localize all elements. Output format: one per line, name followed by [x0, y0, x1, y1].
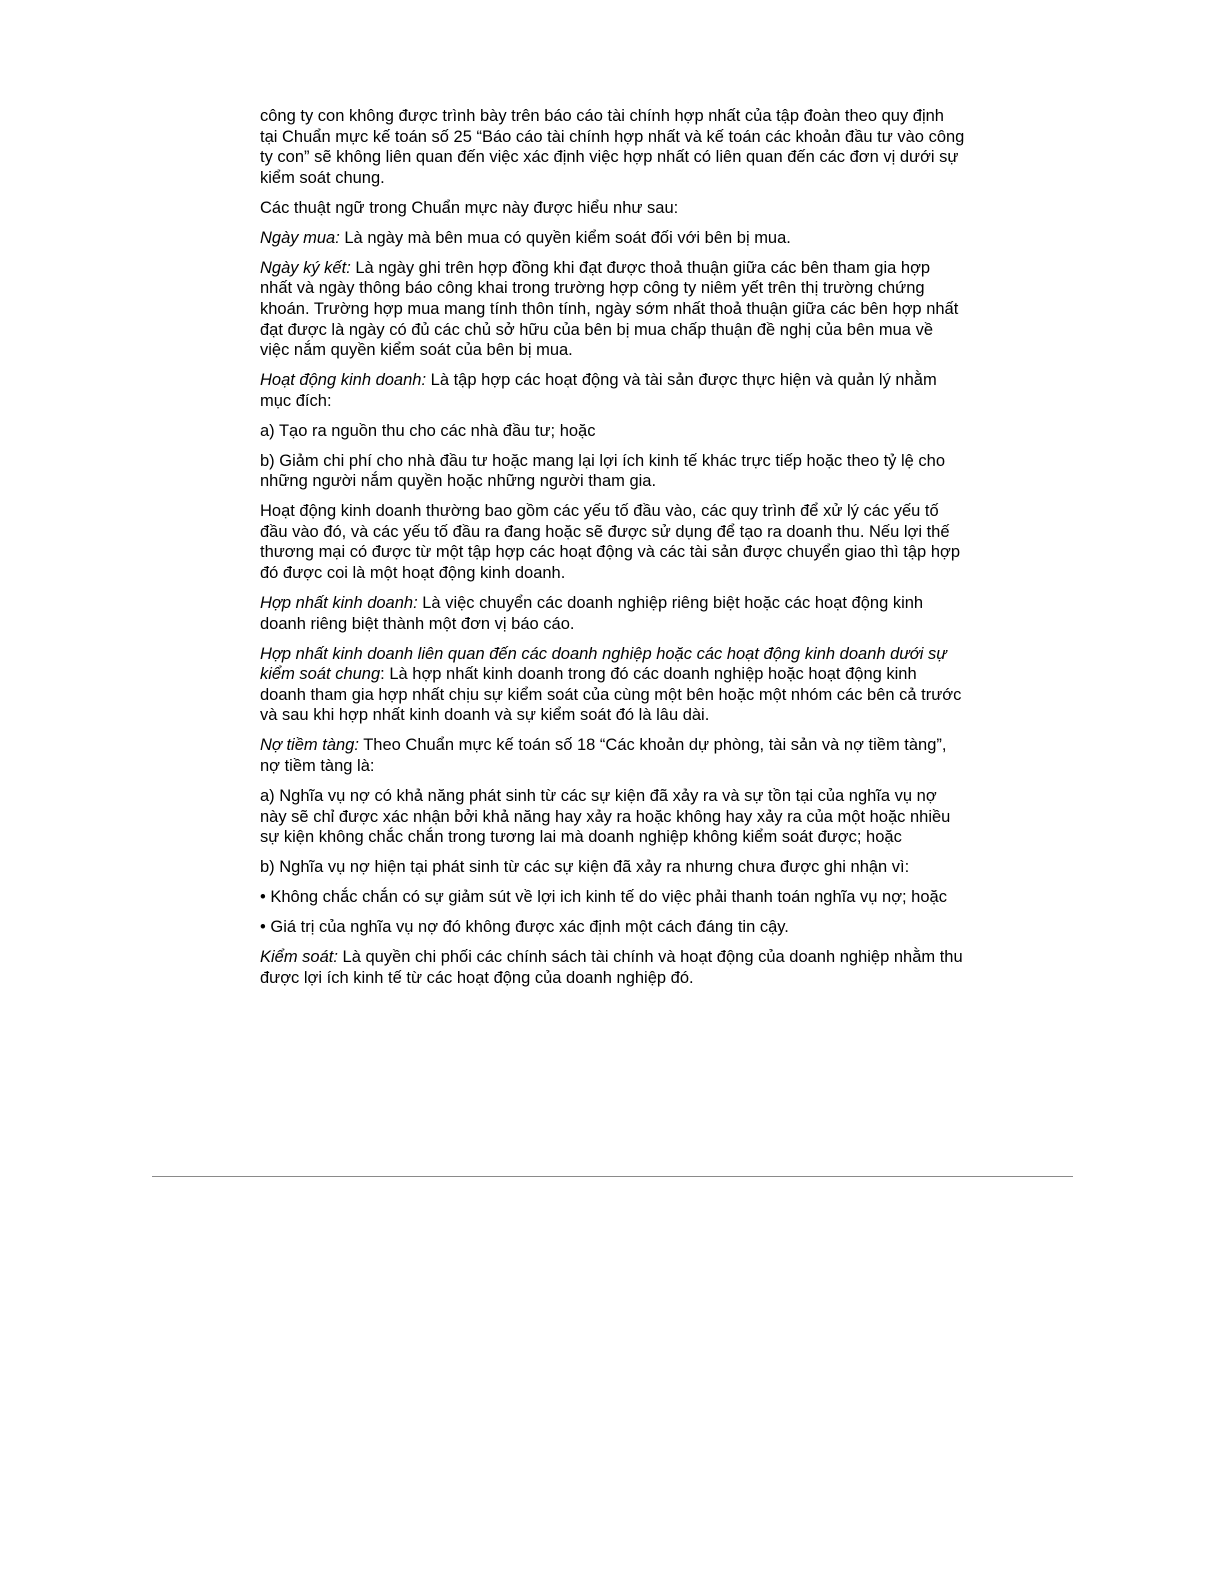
defined-term: Ngày mua: — [260, 228, 340, 247]
defined-term: Ngày ký kết: — [260, 258, 351, 277]
definition-ngay-ky-ket — [260, 258, 965, 361]
definition-hoat-dong-kinh-doanh — [260, 370, 965, 411]
paragraph-text: • Giá trị của nghĩa vụ nợ đó không được xác định một cách đáng tin cậy. — [260, 918, 789, 937]
defined-term: Kiểm soát: — [260, 948, 338, 967]
definition-ngay-mua — [260, 228, 965, 249]
defined-term: Hoạt động kinh doanh: — [260, 371, 427, 390]
defined-term: Hợp nhất kinh doanh: — [260, 594, 418, 612]
paragraph-text: a) Tạo ra nguồn thu cho các nhà đầu tư; hoặc — [260, 421, 596, 440]
document-body — [260, 106, 965, 998]
definition-text: : Là hợp nhất kinh doanh trong đó các doanh nghiệp hoặc hoạt động kinh doanh tham gia hợp nhất chịu sự kiểm soát của cùng một bên hoặc một nhóm các bên cả trước và sau khi hợp nhất kinh doanh và sự kiểm soát đó là lâu dài. — [260, 665, 962, 725]
definition-no-tiem-tang — [260, 735, 965, 776]
list-item-b — [260, 451, 965, 492]
definition-common-control — [260, 644, 965, 726]
definition-text: Là tập hợp các hoạt động và tài sản được thực hiện và quản lý nhằm mục đích: — [260, 371, 937, 410]
paragraph-text: Hoạt động kinh doanh thường bao gồm các yếu tố đầu vào, các quy trình để xử lý các yếu tố đầu vào đó, và các yếu tố đầu ra đang hoặc sẽ được sử dụng để tạo ra doanh thu. Nếu lợi thế thương mại có được từ một tập hợp các hoạt động và các tài sản được chuyển giao thì tập hợp đó được coi là một hoạt động kinh doanh. — [260, 502, 960, 583]
bullet-item — [260, 917, 965, 938]
paragraph-text: Các thuật ngữ trong Chuẩn mực này được hiểu như sau: — [260, 198, 679, 217]
paragraph-text: b) Giảm chi phí cho nhà đầu tư hoặc mang lại lợi ích kinh tế khác trực tiếp hoặc theo tỷ lệ cho những người nắm quyền hoặc những người tham gia. — [260, 451, 946, 491]
definition-text: Là việc chuyển các doanh nghiệp riêng biệt hoặc các hoạt động kinh doanh riêng biệt thành một đơn vị báo cáo. — [260, 594, 924, 633]
paragraph-intro-continuation — [260, 106, 965, 188]
footer-divider — [152, 1176, 1073, 1177]
definition-hop-nhat-kinh-doanh — [260, 593, 965, 634]
paragraph-text: công ty con không được trình bày trên báo cáo tài chính hợp nhất của tập đoàn theo quy định tại Chuẩn mực kế toán số 25 “Báo cáo tài chính hợp nhất và kế toán các khoản đầu tư vào công ty con” sẽ không liên quan đến việc xác định việc hợp nhất có liên quan đến các đơn vị dưới sự kiểm soát chung. — [260, 107, 965, 187]
paragraph-text: • Không chắc chắn có sự giảm sút về lợi ich kinh tế do việc phải thanh toán nghĩa vụ nợ; hoặc — [260, 888, 947, 907]
list-item-b — [260, 857, 965, 878]
bullet-item — [260, 887, 965, 908]
paragraph-text: a) Nghĩa vụ nợ có khả năng phát sinh từ các sự kiện đã xảy ra và sự tồn tại của nghĩa vụ nợ này sẽ chỉ được xác nhận bởi khả năng hay xảy ra hoặc không hay xảy ra của một hoặc nhiều sự kiện không chắc chắn trong tương lai mà doanh nghiệp không kiểm soát được; hoặc — [260, 786, 951, 847]
list-item-a — [260, 786, 965, 848]
definition-text: Là quyền chi phối các chính sách tài chính và hoạt động của doanh nghiệp nhằm thu được lợi ích kinh tế từ các hoạt động của doanh nghiệp đó. — [260, 948, 963, 987]
defined-term: Hợp nhất kinh doanh liên quan đến các doanh nghiệp hoặc các hoạt động kinh doanh dưới sự kiểm soát chung — [260, 644, 947, 684]
paragraph-terms-intro — [260, 198, 965, 219]
definition-text: Là ngày ghi trên hợp đồng khi đạt được thoả thuận giữa các bên tham gia hợp nhất và ngày thông báo công khai trong trường hợp công ty niêm yết trên thị trường chứng khoán. Trường hợp mua mang tính thôn tính, ngày sớm nhất thoả thuận giữa các bên hợp nhất đạt được là ngày có đủ các chủ sở hữu của bên bị mua chấp thuận đề nghị của bên mua về việc nắm quyền kiểm soát của bên bị mua. — [260, 258, 959, 360]
paragraph-text: b) Nghĩa vụ nợ hiện tại phát sinh từ các sự kiện đã xảy ra nhưng chưa được ghi nhận vì: — [260, 858, 910, 877]
definition-kiem-soat — [260, 947, 965, 988]
list-item-a — [260, 421, 965, 442]
definition-text: Là ngày mà bên mua có quyền kiểm soát đối với bên bị mua. — [339, 228, 791, 247]
defined-term: Nợ tiềm tàng: — [260, 736, 359, 755]
definition-text: Theo Chuẩn mực kế toán số 18 “Các khoản dự phòng, tài sản và nợ tiềm tàng”, nợ tiềm tàng là: — [260, 736, 947, 775]
paragraph-business-elements — [260, 501, 965, 583]
